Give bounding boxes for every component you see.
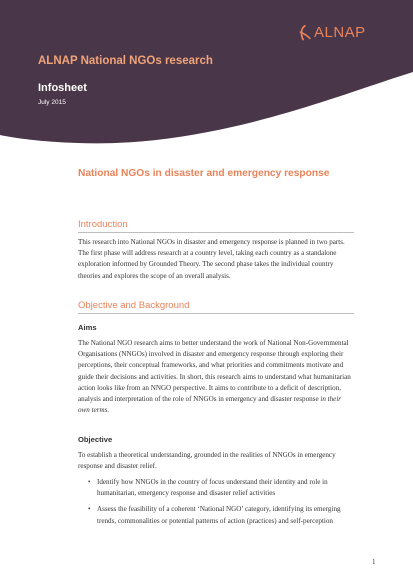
document-title: National NGOs in disaster and emergency response <box>78 168 330 179</box>
research-series-title: ALNAP National NGOs research <box>38 55 213 67</box>
alnap-logo-mark-icon <box>298 25 311 41</box>
objective-body: To establish a theoretical understanding, grounded in the realities of NNGOs in emergency response and disaster relief. <box>78 451 336 471</box>
aims-body <box>78 338 354 416</box>
page-number: 1 <box>372 558 376 566</box>
objective-heading: Objective <box>78 435 113 444</box>
aims-heading: Aims <box>78 323 97 332</box>
objective-bullet-item: • Assess the feasibility of a coherent ‘National NGO’ category, identifying its emerging trends, commonalities or potential patterns of action (practices) and self-perception <box>78 504 354 526</box>
objective-background-heading: Objective and Background <box>78 300 190 311</box>
alnap-logo <box>298 24 366 41</box>
aims-body-text: The National NGO research aims to better understand the work of National Non-Governmental Organisations (NNGOs) involved in disaster and emergency response through exploring their perceptions, their conceptual frameworks, and what priorities and commitments motivate and guide their decisions and activities. In short, this research aims to understand what humanitarian action looks like from an NNGO perspective. It aims to contribute to a deficit of description, analysis and interpretation of the role of NNGOs in emergency and disaster response <box>78 339 351 404</box>
introduction-divider <box>78 232 354 233</box>
objective-bullet-list <box>78 477 354 532</box>
document-type: Infosheet <box>38 82 87 94</box>
introduction-heading: Introduction <box>78 219 128 230</box>
introduction-body: This research into National NGOs in disaster and emergency response is planned in two parts. The first phase will address research at a country level, taking each country as a standalone exploration informed by Grounded Theory. The second phase takes the individual country theories and explores the scope of an overall analysis. <box>78 238 345 280</box>
objective-background-divider <box>78 313 354 314</box>
alnap-logo-text: ALNAP <box>314 24 366 41</box>
aims-body-emphasis: in their own terms. <box>78 395 342 415</box>
publication-date: July 2015 <box>38 99 66 106</box>
objective-bullet-item: • Identify how NNGOs in the country of focus understand their identity and role in humanitarian, emergency response and disaster relief activities <box>78 477 354 499</box>
